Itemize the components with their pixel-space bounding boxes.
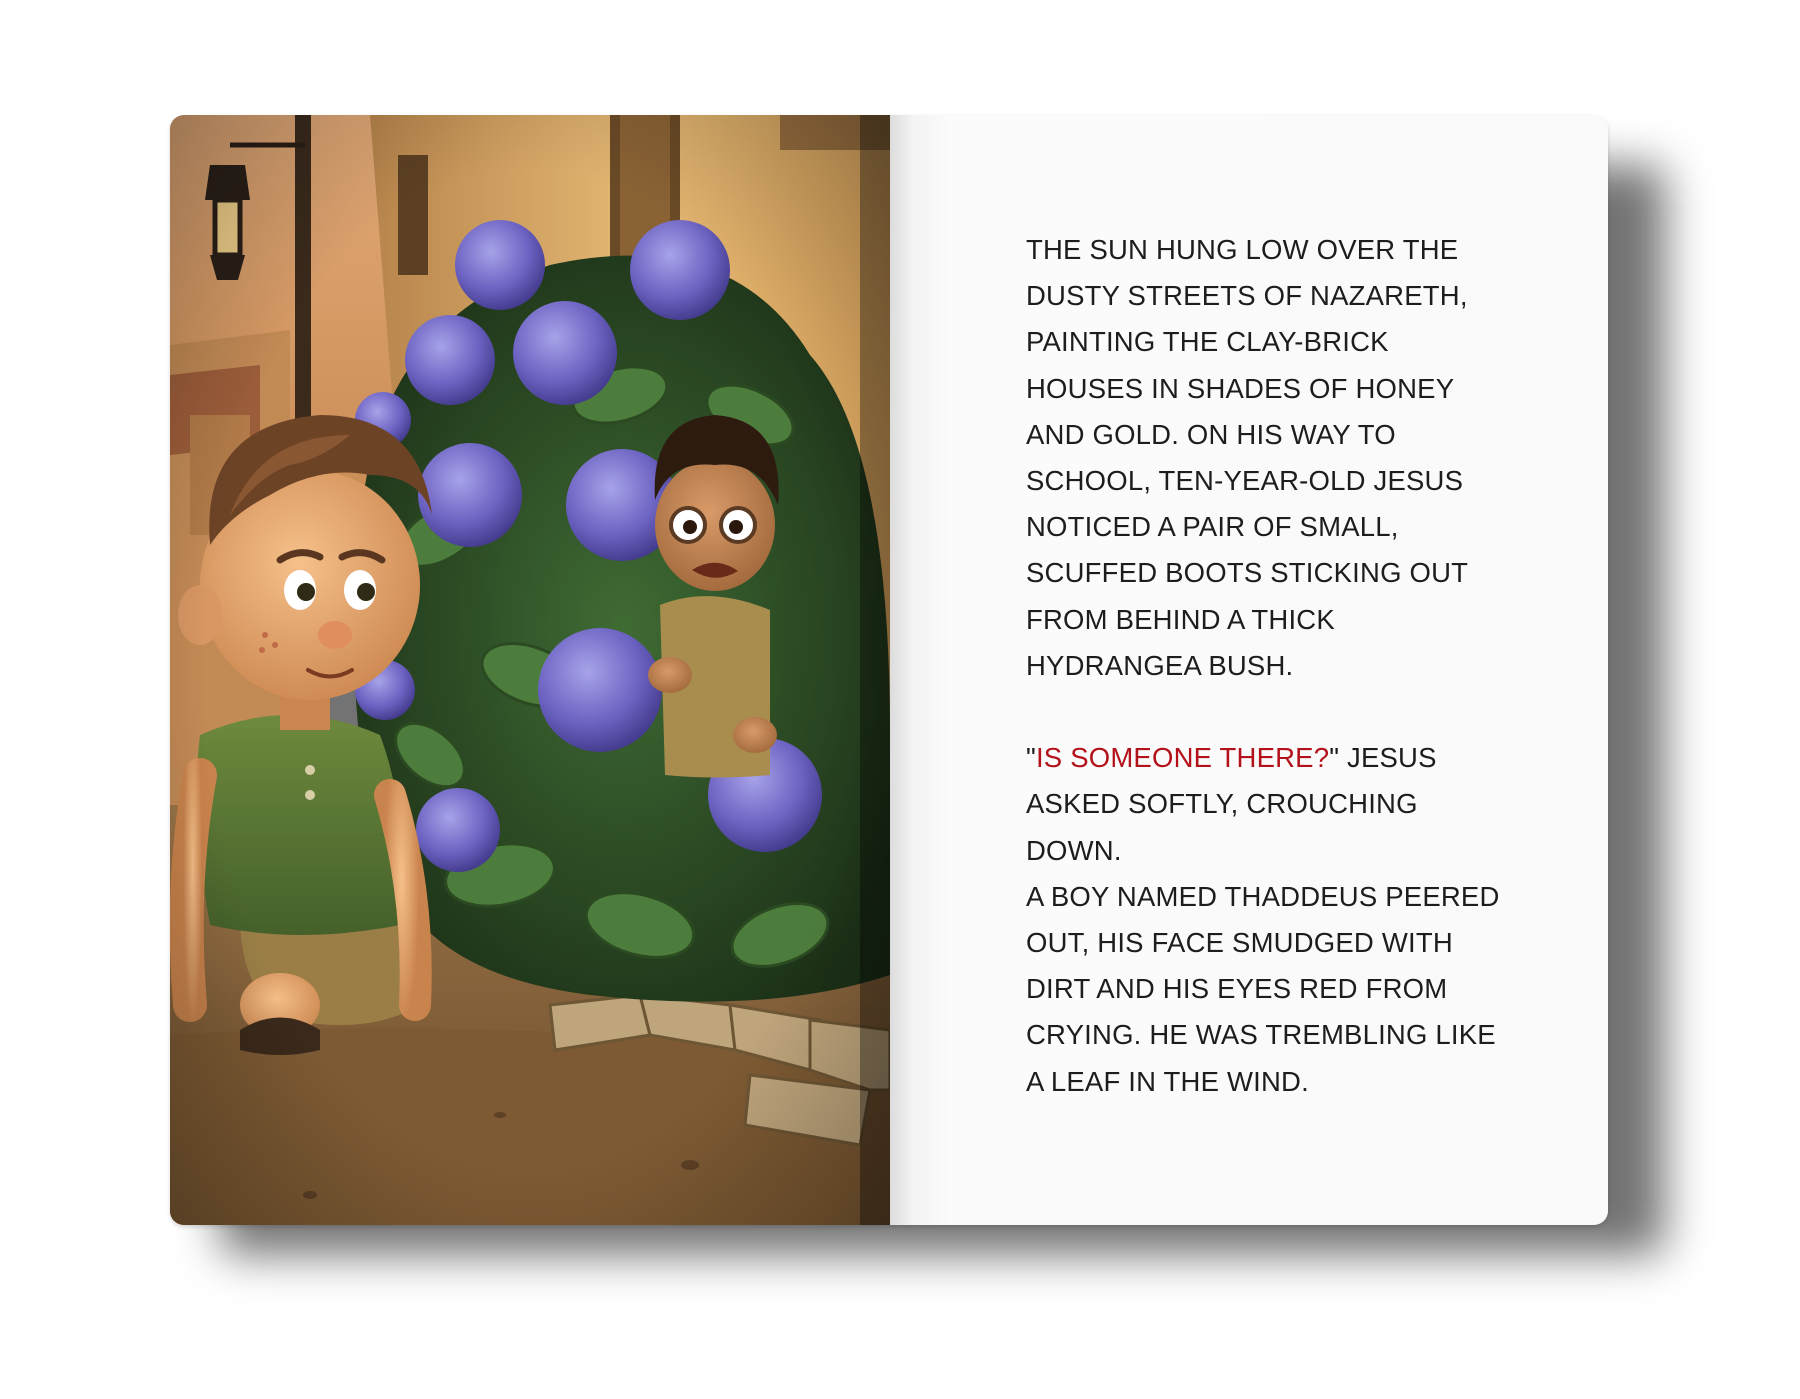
story-line: FROM BEHIND A THICK bbox=[1026, 603, 1335, 635]
quote-close-text: " JESUS bbox=[1329, 742, 1437, 774]
text-page bbox=[890, 115, 1608, 1225]
paragraph-is-someone-there bbox=[1026, 735, 1586, 874]
highlighted-quote: IS SOMEONE THERE? bbox=[1035, 742, 1330, 774]
illustration-scene bbox=[170, 115, 890, 1225]
story-line: HYDRANGEA BUSH. bbox=[1026, 649, 1294, 681]
paragraph-thaddeus bbox=[1026, 874, 1586, 1105]
story-line: NOTICED A PAIR OF SMALL, bbox=[1026, 511, 1399, 543]
story-line: ASKED SOFTLY, CROUCHING bbox=[1026, 788, 1418, 820]
story-line: SCHOOL, TEN-YEAR-OLD JESUS bbox=[1026, 465, 1464, 497]
story-line: A LEAF IN THE WIND. bbox=[1026, 1065, 1309, 1097]
story-line: CRYING. HE WAS TREMBLING LIKE bbox=[1026, 1019, 1496, 1051]
open-book bbox=[170, 115, 1608, 1225]
story-line: HOUSES IN SHADES OF HONEY bbox=[1026, 372, 1455, 404]
paragraph-sun-hung-low bbox=[1026, 227, 1586, 689]
quote-open-mark: " bbox=[1026, 742, 1036, 774]
story-line: AND GOLD. ON HIS WAY TO bbox=[1026, 418, 1396, 450]
story-line: PAINTING THE CLAY-BRICK bbox=[1026, 326, 1389, 358]
story-line: DIRT AND HIS EYES RED FROM bbox=[1026, 973, 1448, 1005]
story-line: SCUFFED BOOTS STICKING OUT bbox=[1026, 557, 1469, 589]
story-line: DUSTY STREETS OF NAZARETH, bbox=[1026, 280, 1468, 312]
story-line: OUT, HIS FACE SMUDGED WITH bbox=[1026, 927, 1453, 959]
story-line: A BOY NAMED THADDEUS PEERED bbox=[1026, 880, 1500, 912]
story-line: THE SUN HUNG LOW OVER THE bbox=[1026, 234, 1459, 265]
story-text bbox=[1026, 227, 1586, 1105]
paragraph-gap bbox=[1026, 689, 1586, 735]
story-illustration bbox=[170, 115, 890, 1225]
story-line: DOWN. bbox=[1026, 834, 1122, 866]
